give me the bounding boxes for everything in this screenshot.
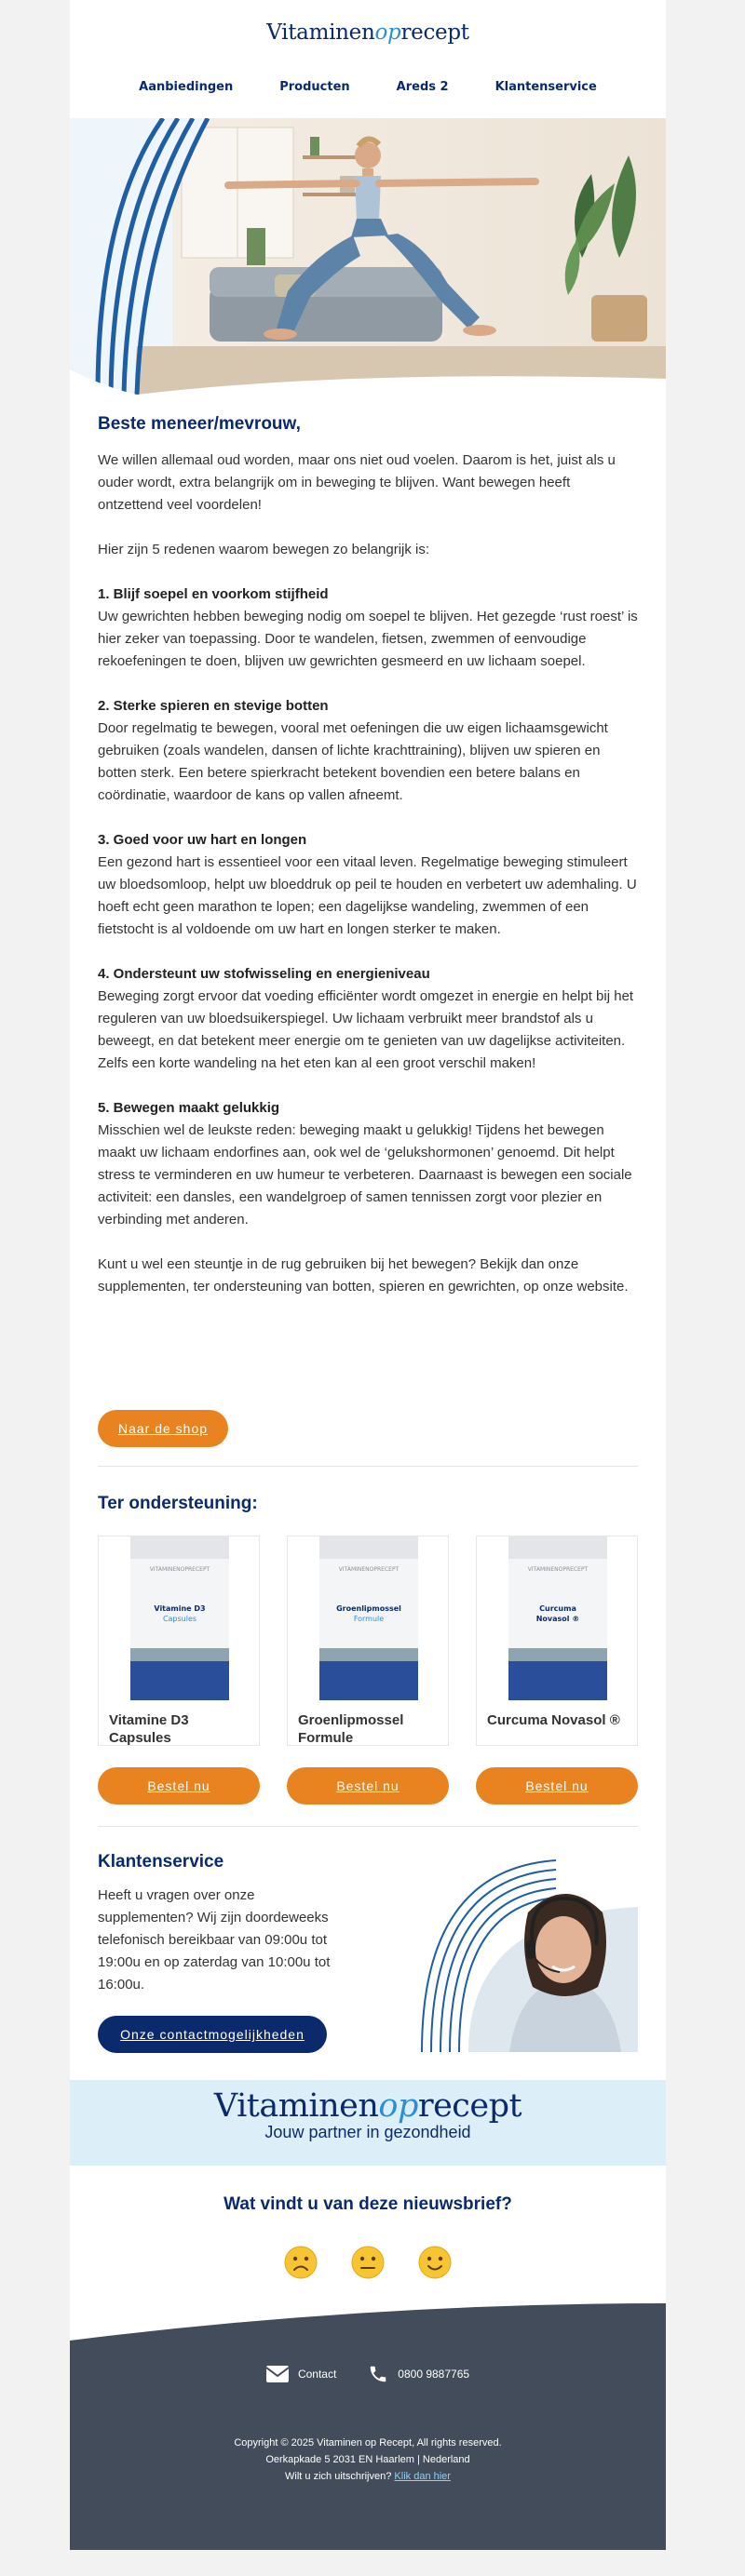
address-text: Oerkapkade 5 2031 EN Haarlem | Nederland bbox=[265, 2454, 470, 2465]
footer-background bbox=[70, 2303, 666, 2550]
reason-1-title: 1. Blijf soepel en voorkom stijfheid bbox=[98, 586, 329, 602]
pack-brand: VITAMINENOPRECEPT bbox=[149, 1566, 210, 1573]
reason-4-text: Beweging zorgt ervoor dat voeding efficiënter wordt omgezet in energie en helpt bij het reguleren van uw bloedsuikerspiegel. Uw lichaam verbruikt meer brandstof als u beweegt, en dat betekent meer energie om te genieten van uw dagelijkse activiteiten. Zelfs een korte wandeling na het eten kan al een groot verschil maken! bbox=[98, 988, 634, 1071]
brand-banner bbox=[70, 2080, 666, 2166]
reason-3 bbox=[98, 829, 638, 941]
support-title: Ter ondersteuning: bbox=[98, 1494, 258, 1513]
hero-image bbox=[70, 118, 666, 395]
reason-1 bbox=[98, 584, 638, 673]
product-name: Groenlipmossel Formule bbox=[298, 1712, 404, 1746]
banner-logo-text-1: Vitaminen bbox=[213, 2087, 379, 2125]
reason-5 bbox=[98, 1097, 638, 1231]
customer-service-agent-image bbox=[416, 1857, 638, 2052]
unsubscribe-link[interactable]: Klik dan hier bbox=[394, 2471, 451, 2482]
neutral-face-icon[interactable] bbox=[351, 2246, 385, 2279]
order-button-curcuma[interactable]: Bestel nu bbox=[476, 1767, 638, 1805]
newsletter bbox=[70, 0, 666, 2550]
outro-text: Kunt u wel een steuntje in de rug gebruiken bij het bewegen? Bekijk dan onze supplementen, ter ondersteuning van botten, spieren en gewrichten, op onze website. bbox=[98, 1256, 629, 1295]
banner-logo-text-2: op bbox=[378, 2087, 418, 2125]
sad-face-icon[interactable] bbox=[284, 2246, 318, 2279]
reason-3-title: 3. Goed voor uw hart en longen bbox=[98, 832, 307, 848]
reason-2 bbox=[98, 695, 638, 807]
product-pack-image bbox=[130, 1536, 229, 1700]
reason-1-text: Uw gewrichten hebben beweging nodig om soepel te blijven. Het gezegde ‘rust roest’ is hier zeker van toepassing. Door te wandelen, fietsen, zwemmen of eenvoudige rekoefeningen te doen, blijven uw gewrichten gesmeerd en uw lichaam soepel. bbox=[98, 609, 638, 669]
contact-label: Contact bbox=[297, 2368, 337, 2381]
reason-5-title: 5. Bewegen maakt gelukkig bbox=[98, 1100, 280, 1116]
reason-2-text: Door regelmatig te bewegen, vooral met oefeningen die uw eigen lichaamsgewicht gebruiken (zoals wandelen, dansen of lichte krachttraining), blijven uw spieren en botten sterk. Een betere spierkracht betekent bovendien een betere balans en coördinatie, waardoor de kans op vallen afneemt. bbox=[98, 720, 608, 803]
shop-button[interactable]: Naar de shop bbox=[98, 1410, 228, 1447]
happy-face-icon[interactable] bbox=[418, 2246, 452, 2279]
banner-logo-text-3: recept bbox=[417, 2087, 522, 2125]
reason-4 bbox=[98, 963, 638, 1075]
pack-line-2: Capsules bbox=[162, 1615, 197, 1623]
banner-tagline: Jouw partner in gezondheid bbox=[264, 2123, 471, 2141]
footer-info bbox=[70, 2435, 666, 2485]
logo-text-3: recept bbox=[400, 20, 469, 45]
order-button-vitamine-d3[interactable]: Bestel nu bbox=[98, 1767, 260, 1805]
contact-options-button[interactable]: Onze contactmogelijkheden bbox=[98, 2016, 327, 2053]
service-text: Heeft u vragen over onze supplementen? Wij zijn doordeweeks telefonisch bereikbaar van 09:00u tot 19:00u en op zaterdag van 10:00u tot 16:00u. bbox=[98, 1887, 331, 1992]
reason-5-text: Misschien wel de leukste reden: beweging maakt u gelukkig! Tijdens het bewegen maakt uw lichaam endorfines aan, ook wel de ‘gelukshormonen’ genoemd. Dit helpt stress te verminderen en uw humeur te verbeteren. Daarnaast is bewegen een sociale activiteit: een dansles, een wandelgroep of samen tennissen zorgt voor plezier en verbinding met anderen. bbox=[98, 1122, 632, 1228]
logo-text-1: Vitaminen bbox=[266, 20, 375, 45]
product-card-curcuma[interactable] bbox=[476, 1536, 638, 1746]
reason-3-text: Een gezond hart is essentieel voor een vitaal leven. Regelmatige beweging stimuleert uw bloedsomloop, helpt uw bloeddruk op peil te houden en verbetert uw ademhaling. U hoeft echt geen marathon te lopen; een dagelijkse wandeling, zwemmen of een fietstocht is al voldoende om uw hart en longen sterker te maken. bbox=[98, 854, 637, 937]
mail-icon bbox=[266, 2366, 289, 2382]
hero-yoga-illustration bbox=[70, 118, 666, 395]
pack-line-2: Formule bbox=[353, 1615, 385, 1623]
banner-logo[interactable] bbox=[70, 2080, 666, 2125]
reason-2-title: 2. Sterke spieren en stevige botten bbox=[98, 698, 329, 714]
product-pack-image bbox=[508, 1536, 607, 1700]
pack-line-1: Vitamine D3 bbox=[154, 1604, 206, 1613]
divider bbox=[98, 1466, 638, 1467]
feedback-title: Wat vindt u van deze nieuwsbrief? bbox=[224, 2194, 512, 2214]
product-card-groenlipmossel[interactable] bbox=[287, 1536, 449, 1746]
pack-line-2: Novasol ® bbox=[535, 1615, 580, 1623]
product-pack-image bbox=[319, 1536, 418, 1700]
lead-text: Hier zijn 5 redenen waarom bewegen zo belangrijk is: bbox=[98, 542, 430, 557]
logo-text-2: op bbox=[374, 20, 401, 45]
brand-logo[interactable] bbox=[70, 20, 666, 45]
phone-number: 0800 9887765 bbox=[398, 2368, 470, 2381]
article-body bbox=[98, 414, 638, 1321]
feedback-options bbox=[70, 2246, 666, 2279]
nav-klantenservice[interactable]: Klantenservice bbox=[494, 80, 597, 94]
unsubscribe-line bbox=[70, 2468, 666, 2485]
pack-brand: VITAMINENOPRECEPT bbox=[338, 1566, 400, 1573]
pack-brand: VITAMINENOPRECEPT bbox=[527, 1566, 589, 1573]
pack-line-1: Groenlipmossel bbox=[336, 1604, 401, 1613]
main-nav bbox=[70, 80, 666, 94]
divider bbox=[98, 1826, 638, 1827]
service-title: Klantenservice bbox=[98, 1852, 224, 1872]
pack-line-1: Curcuma bbox=[539, 1604, 576, 1613]
order-button-groenlipmossel[interactable]: Bestel nu bbox=[287, 1767, 449, 1805]
nav-areds-2[interactable]: Areds 2 bbox=[396, 80, 449, 94]
contact-link[interactable] bbox=[266, 2364, 336, 2384]
unsubscribe-text: Wilt u zich uitschrijven? bbox=[285, 2471, 392, 2482]
reason-4-title: 4. Ondersteunt uw stofwisseling en energieniveau bbox=[98, 966, 430, 982]
nav-producten[interactable]: Producten bbox=[279, 80, 350, 94]
phone-icon bbox=[368, 2364, 388, 2384]
product-name: Curcuma Novasol ® bbox=[487, 1712, 620, 1728]
nav-aanbiedingen[interactable]: Aanbiedingen bbox=[139, 80, 234, 94]
intro-text: We willen allemaal oud worden, maar ons niet oud voelen. Daarom is het, juist als u ouder wordt, extra belangrijk om in beweging te blijven. Want bewegen heeft ontzettend veel voordelen! bbox=[98, 452, 616, 513]
phone-link[interactable] bbox=[368, 2364, 469, 2384]
copyright-text: Copyright © 2025 Vitaminen op Recept, All rights reserved. bbox=[234, 2437, 502, 2449]
product-name: Vitamine D3 Capsules bbox=[109, 1712, 189, 1746]
greeting: Beste meneer/mevrouw, bbox=[98, 414, 301, 434]
product-card-vitamine-d3[interactable] bbox=[98, 1536, 260, 1746]
footer-contact bbox=[70, 2364, 666, 2384]
